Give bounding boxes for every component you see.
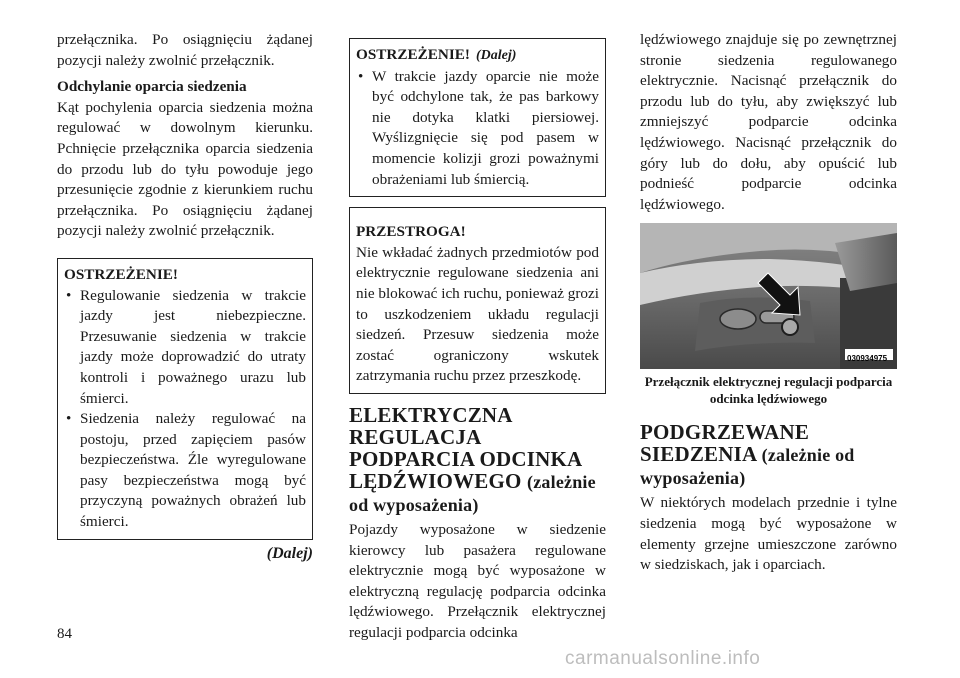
warning-item: • W trakcie jazdy oparcie nie może być odchylone tak, że pas barkowy nie dotyka klatki piersiowej. Wyślizgnięcie się pod pasem w momencie kolizji grozi poważnymi obrażeniami lub śmiercią. bbox=[356, 67, 599, 191]
heading-heated-seats-main: PODGRZEWANE SIEDZENIA bbox=[640, 420, 810, 467]
power-lumbar-text: Pojazdy wyposażone w siedzenie kierowcy lub pasażera regulowane elektrycznie mogą być wyposażone w elektryczną regulację podparcia odcinka lędźwiowego. Przełącznik elektrycznej regulacji podparcia odcinka bbox=[349, 520, 606, 641]
column-right bbox=[640, 30, 897, 576]
warning-item: • Siedzenia należy regulować na postoju, przed zapięciem pasów bezpieczeństwa. Źle wyregulowane pasy bezpieczeństwa mogą być przyczyną poważnych obrażeń lub śmierci. bbox=[64, 409, 306, 533]
warning-item: • Regulowanie siedzenia w trakcie jazdy jest niebezpieczne. Przesuwanie siedzenia w trakcie jazdy może doprowadzić do utraty kontroli i poważnego urazu lub śmierci. bbox=[64, 286, 306, 410]
photo-code: 030934975 bbox=[847, 354, 888, 364]
heading-heated-seats-note: (zależnie od wyposażenia) bbox=[640, 445, 855, 489]
lumbar-switch-text: lędźwiowego znajduje się po zewnętrznej stronie siedzenia regulowanego elektrycznie. Nacisnąć przełącznik do przodu lub do tyłu, aby zwiększyć lub zmniejszyć podparcie odcinka lędźwiowego. Nacisnąć przełącznik do góry lub do dołu, aby opuścić lub podnieść podparcie odcinka lędźwiowego. bbox=[640, 31, 897, 213]
lumbar-switch-photo bbox=[640, 223, 897, 369]
caution-text: Nie wkładać żadnych przedmiotów pod elektrycznie regulowane siedzenia ani nie blokować ich ruchu, ponieważ grozi to uszkodzeniem układu regulacji siedzeń. Przesuw siedzenia może zostać ograniczony wskutek zatrzymania ruchu przez przeszkodę. bbox=[356, 243, 599, 385]
column-middle bbox=[349, 38, 606, 643]
page-number: 84 bbox=[57, 626, 72, 642]
photo-caption: Przełącznik elektrycznej regulacji podparcia odcinka lędźwiowego bbox=[644, 374, 893, 407]
watermark-text: carmanualsonline.info bbox=[565, 648, 761, 669]
column-left bbox=[57, 30, 313, 564]
caution-title: PRZESTROGA! bbox=[356, 223, 466, 241]
seat-photo-illustration bbox=[640, 223, 897, 369]
warning-continued-title: OSTRZEŻENIE! bbox=[356, 46, 470, 63]
warning-list bbox=[64, 286, 306, 533]
intro-text: przełącznika. Po osiągnięciu żądanej pozycji należy zwolnić przełącznik. bbox=[57, 31, 313, 69]
continued-label: (Dalej) bbox=[266, 544, 313, 562]
warning-continued-box bbox=[349, 38, 606, 197]
heated-seats-text: W niektórych modelach przednie i tylne siedzenia mogą być wyposażone w elementy grzejne umieszczone zarówno w siedziskach, jak i oparciach. bbox=[640, 494, 897, 574]
heading-heated-seats bbox=[640, 421, 897, 489]
subheading-seatback-recline: Odchylanie oparcia siedzenia bbox=[57, 78, 247, 96]
warning-continued-suffix: (Dalej) bbox=[475, 48, 517, 63]
heading-power-lumbar bbox=[349, 404, 606, 516]
caution-box bbox=[349, 207, 606, 394]
heading-power-lumbar-note: (zależnie od wyposażenia) bbox=[349, 471, 596, 515]
warning-continued-list bbox=[356, 67, 599, 191]
warning-title: OSTRZEŻENIE! bbox=[64, 265, 178, 283]
heading-power-lumbar-main: ELEKTRYCZNA REGULACJA PODPARCIA ODCINKA LĘDŹWIOWEGO bbox=[349, 402, 582, 493]
seatback-recline-text: Kąt pochylenia oparcia siedzenia można regulować w dowolnym kierunku. Pchnięcie przełącznika oparcia siedzenia do przodu lub do tyłu powoduje jego przesunięcie zgodnie z kierunkiem ruchu przełącznika. Po osiągnięciu żądanej pozycji należy zwolnić przełącznik. bbox=[57, 98, 313, 240]
warning-continued-heading bbox=[356, 45, 599, 67]
warning-box bbox=[57, 258, 313, 540]
